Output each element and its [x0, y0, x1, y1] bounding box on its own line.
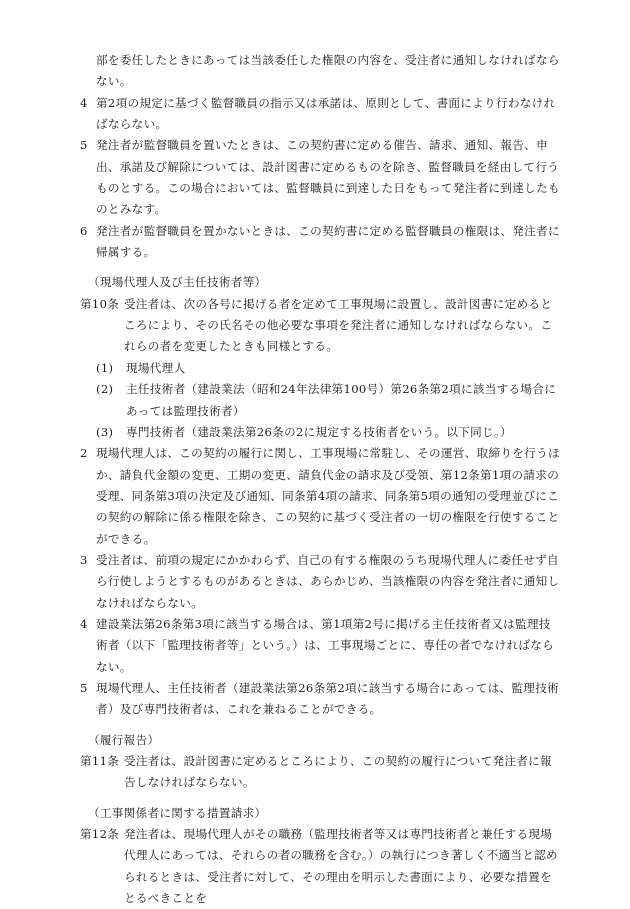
paragraph-text: 発注者が監督職員を置かないときは、この契約書に定める監督職員の権限は、発注者に帰属する。: [96, 223, 560, 260]
paragraph-text: 発注者が監督職員を置いたときは、この契約書に定める催告、請求、通知、報告、申出、承諾及び解除については、設計図書に定めるものを除き、監督職員を経由して行うものとする。この場合においては、監督職員に到達した日をもって発注者に到達したものとみなす。: [96, 138, 560, 217]
paragraph-text: 受注者は、前項の規定にかかわらず、自己の有する権限のうち現場代理人に委任せず自ら行使しようとするものがあるときは、あらかじめ、当該権限の内容を発注者に通知しなければならない。: [96, 552, 560, 610]
paragraph-number: 2: [80, 446, 88, 461]
article-caption: （履行報告）: [88, 732, 160, 747]
paragraph-number: 4: [80, 95, 88, 110]
article-text: 発注者は、現場代理人がその職務（監理技術者等又は専門技術者と兼任する現場代理人にあっては、それらの者の職務を含む。）の執行につき著しく不適当と認められるときは、受注者に対して、その理由を明示した書面により、必要な措置をとるべきことを: [124, 827, 558, 906]
article-number: 第11条: [80, 754, 120, 768]
paragraph-text: 建設業法第26条第3項に該当する場合は、第1項第2号に掲げる主任技術者又は監理技術者（以下「監理技術者等」という。）は、工事現場ごとに、専任の者でなければならない。: [96, 616, 555, 674]
article: [80, 294, 560, 358]
section-gap: [80, 794, 560, 803]
continued-paragraph: 部を委任したときにあっては当該委任した権限の内容を、受注者に通知しなければならない。: [96, 53, 560, 89]
article-number: 第12条: [80, 827, 120, 842]
paragraph-number: (2): [96, 382, 114, 397]
document-page: [80, 50, 560, 909]
numbered-paragraph: [80, 443, 560, 550]
paragraph-text: 主任技術者（建設業法（昭和24年法律第100号）第26条第2項に該当する場合にあっては監理技術者）: [126, 382, 557, 418]
article-caption: （工事関係者に関する措置請求）: [88, 805, 267, 820]
article-number: 第10条: [80, 296, 120, 311]
paragraph-text: 現場代理人は、この契約の履行に関し、工事現場に常駐し、その運営、取締りを行うほか、請負代金額の変更、工期の変更、請負代金の請求及び受領、第12条第1項の請求の受理、同条第3項の決定及び通知、同条第4項の請求、同条第5項の通知の受理並びにこの契約の解除に係る権限を除き、この契約に基づく受注者の一切の権限を行使することができる。: [96, 446, 560, 546]
article: [80, 824, 560, 909]
list-item: [80, 358, 560, 379]
numbered-paragraph: [80, 135, 560, 220]
numbered-paragraph: [80, 678, 560, 721]
article: [80, 751, 560, 794]
numbered-paragraph: [80, 550, 560, 614]
article-text: 受注者は、設計図書に定めるところにより、この契約の履行について発注者に報告しなければならない。: [124, 754, 552, 790]
paragraph-text: 第2項の規定に基づく監督職員の指示又は承諾は、原則として、書面により行わなければならない。: [96, 95, 556, 132]
section-gap: [80, 721, 560, 730]
paragraph-text: 専門技術者（建設業法第26条の2に規定する技術者をいう。以下同じ。）: [126, 424, 512, 439]
paragraph-number: 5: [80, 680, 88, 695]
article-caption: （現場代理人及び主任技術者等）: [88, 275, 267, 290]
list-item: [80, 422, 560, 443]
numbered-paragraph: [80, 614, 560, 678]
paragraph-number: (1): [96, 360, 114, 375]
paragraph-text: 現場代理人: [126, 360, 186, 375]
paragraph-text: 現場代理人、主任技術者（建設業法第26条第2項に該当する場合にあっては、監理技術者）及び専門技術者は、これを兼ねることができる。: [96, 680, 559, 717]
numbered-paragraph: [80, 93, 560, 136]
numbered-paragraph: [80, 221, 560, 264]
section-gap: [80, 263, 560, 272]
list-item: [80, 379, 560, 422]
paragraph-number: 5: [80, 138, 88, 153]
article-text: 受注者は、次の各号に掲げる者を定めて工事現場に設置し、設計図書に定めるところにより、その氏名その他必要な事項を発注者に通知しなければならない。これらの者を変更したときも同様とする。: [124, 296, 553, 354]
paragraph-number: 3: [80, 552, 88, 567]
paragraph-number: (3): [96, 424, 114, 439]
paragraph-number: 6: [80, 223, 88, 238]
paragraph-number: 4: [80, 616, 88, 631]
